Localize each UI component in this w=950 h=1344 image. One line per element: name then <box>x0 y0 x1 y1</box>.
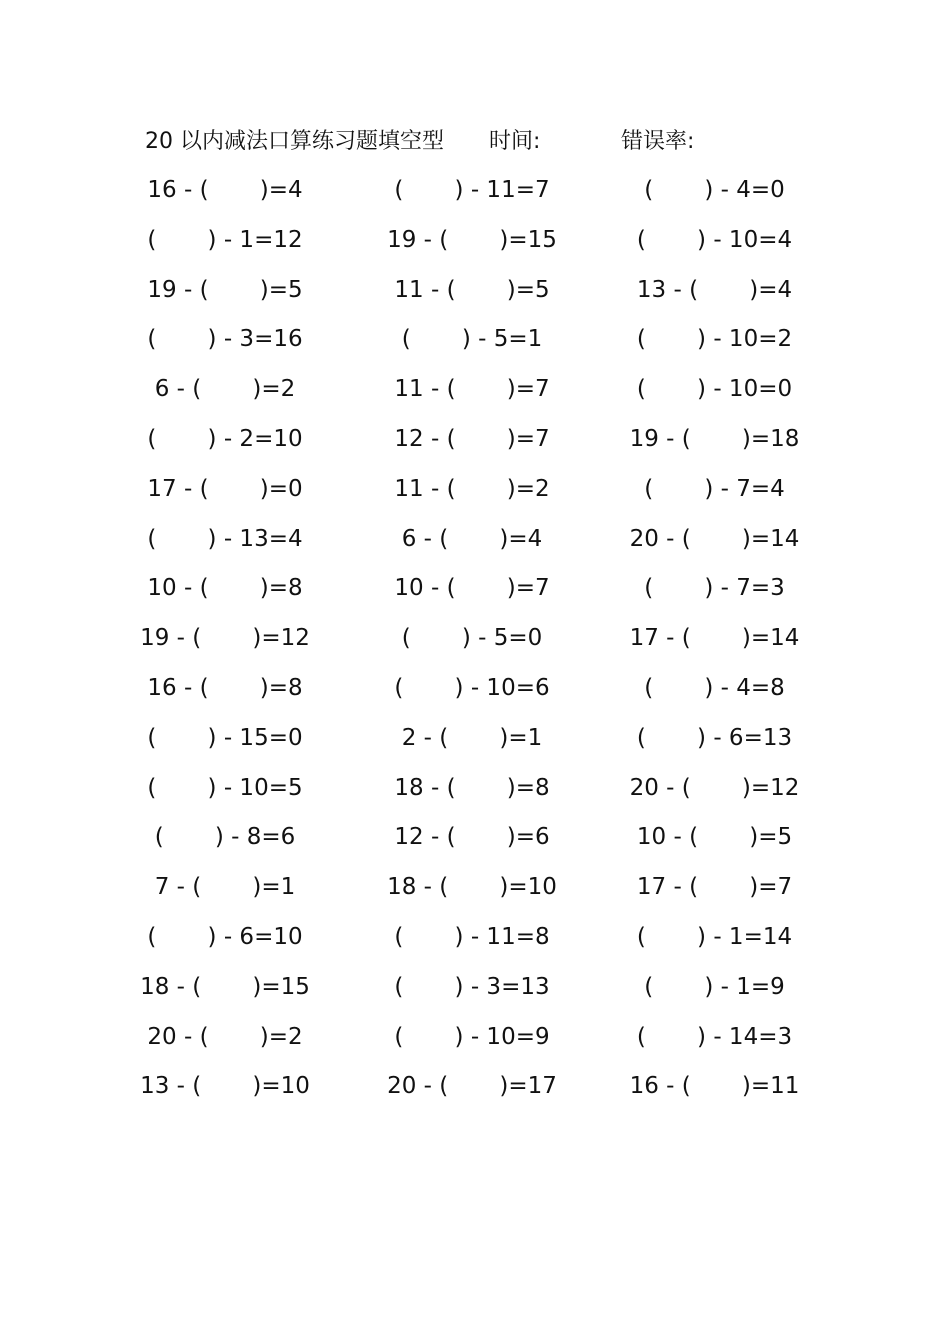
problem-row <box>0 913 950 963</box>
problem-cell: 13 - ( )=4 <box>636 276 793 303</box>
problem-cell: ( ) - 10=6 <box>394 674 550 701</box>
problem-row <box>0 415 950 465</box>
problem-cell: ( ) - 1=14 <box>636 923 793 950</box>
problem-cell: 18 - ( )=10 <box>387 874 557 901</box>
problem-cell: ( ) - 11=7 <box>394 177 550 203</box>
time-label: 时间: <box>489 129 541 154</box>
problem-row <box>0 166 950 216</box>
problem-cell: 20 - ( )=2 <box>147 1023 303 1050</box>
problem-row <box>0 614 950 664</box>
problem-cell: 6 - ( )=2 <box>154 376 296 403</box>
problem-cell: ( ) - 2=10 <box>147 425 303 452</box>
problem-cell: ( ) - 7=3 <box>644 575 785 602</box>
problem-cell: ( ) - 3=16 <box>147 326 303 353</box>
problem-cell: ( ) - 13=4 <box>147 525 303 552</box>
problem-row <box>0 764 950 814</box>
problem-cell: 10 - ( )=8 <box>147 575 303 602</box>
problem-cell: ( ) - 10=2 <box>636 326 793 353</box>
problem-cell: 20 - ( )=17 <box>387 1073 557 1100</box>
problem-row <box>0 1062 950 1112</box>
problem-cell: 16 - ( )=8 <box>147 674 303 701</box>
problem-grid <box>0 166 950 1112</box>
problem-cell: 16 - ( )=11 <box>629 1073 800 1100</box>
problem-cell: 11 - ( )=7 <box>394 376 550 403</box>
problem-cell: ( ) - 7=4 <box>644 475 785 502</box>
worksheet-header <box>145 124 845 160</box>
problem-cell: ( ) - 1=12 <box>147 226 303 253</box>
problem-row <box>0 564 950 614</box>
problem-cell: 7 - ( )=1 <box>154 874 296 901</box>
problem-row <box>0 963 950 1013</box>
problem-row <box>0 1013 950 1063</box>
problem-cell: 6 - ( )=4 <box>401 525 543 552</box>
problem-row <box>0 315 950 365</box>
problem-row <box>0 216 950 266</box>
problem-row <box>0 515 950 565</box>
problem-cell: ( ) - 10=0 <box>636 376 793 403</box>
problem-row <box>0 664 950 714</box>
problem-cell: ( ) - 10=4 <box>636 226 793 253</box>
problem-cell: 19 - ( )=15 <box>387 226 557 253</box>
problem-cell: 12 - ( )=6 <box>394 824 550 851</box>
problem-cell: ( ) - 10=5 <box>147 774 303 801</box>
problem-cell: 10 - ( )=5 <box>636 824 793 851</box>
worksheet-title: 20 以内减法口算练习题填空型 <box>145 129 444 154</box>
problem-cell: 2 - ( )=1 <box>401 724 543 751</box>
problem-cell: 19 - ( )=5 <box>147 276 303 303</box>
problem-row <box>0 365 950 415</box>
problem-cell: ( ) - 6=13 <box>636 724 793 751</box>
problem-cell: 12 - ( )=7 <box>394 425 550 452</box>
problem-cell: ( ) - 6=10 <box>147 923 303 950</box>
problem-cell: ( ) - 15=0 <box>147 724 303 751</box>
problem-cell: 10 - ( )=7 <box>394 575 550 602</box>
problem-cell: 13 - ( )=10 <box>140 1073 310 1100</box>
problem-cell: ( ) - 4=8 <box>644 674 785 701</box>
problem-cell: ( ) - 8=6 <box>154 824 296 851</box>
problem-cell: 18 - ( )=15 <box>140 973 310 1000</box>
problem-cell: 11 - ( )=2 <box>394 475 550 502</box>
problem-row <box>0 465 950 515</box>
problem-cell: ( ) - 5=0 <box>401 625 543 652</box>
problem-cell: 20 - ( )=14 <box>629 525 800 552</box>
problem-cell: 18 - ( )=8 <box>394 774 550 801</box>
problem-cell: 19 - ( )=18 <box>629 425 800 452</box>
problem-cell: ( ) - 4=0 <box>644 177 785 203</box>
problem-cell: 16 - ( )=4 <box>147 177 303 203</box>
problem-cell: ( ) - 3=13 <box>394 973 550 1000</box>
problem-cell: ( ) - 10=9 <box>394 1023 550 1050</box>
problem-cell: 11 - ( )=5 <box>394 276 550 303</box>
problem-row <box>0 813 950 863</box>
problem-row <box>0 714 950 764</box>
problem-cell: 17 - ( )=14 <box>629 625 800 652</box>
problem-row <box>0 266 950 316</box>
problem-cell: ( ) - 11=8 <box>394 923 550 950</box>
problem-cell: ( ) - 5=1 <box>401 326 543 353</box>
problem-cell: 17 - ( )=0 <box>147 475 303 502</box>
problem-cell: 17 - ( )=7 <box>636 874 793 901</box>
problem-cell: ( ) - 1=9 <box>644 973 785 1000</box>
problem-row <box>0 863 950 913</box>
error-rate-label: 错误率: <box>621 129 695 154</box>
problem-cell: ( ) - 14=3 <box>636 1023 793 1050</box>
problem-cell: 20 - ( )=12 <box>629 774 800 801</box>
problem-cell: 19 - ( )=12 <box>140 625 310 652</box>
